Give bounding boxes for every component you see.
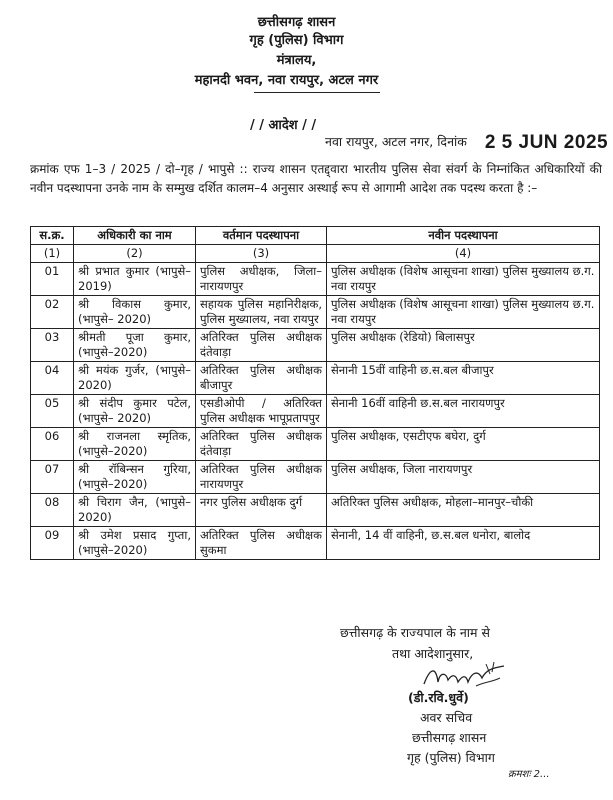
date-stamp: 2 5 JUN 2025 <box>484 132 609 153</box>
row-current-posting: सहायक पुलिस महानिरीक्षक, पुलिस मुख्यालय, नवा रायपुर <box>196 296 327 329</box>
posting-table <box>30 226 600 560</box>
signatory-govt: छत्तीसगढ़ शासन <box>412 730 487 745</box>
order-text: :: राज्य शासन एतद्द्वारा भारतीय पुलिस सेवा संवर्ग के निम्नांकित अधिकारियों की नवीन पदस्थापना उनके नाम के सम्मुख दर्शित कालम–4 अनुसार अस्थाई रूप से आगामी आदेश तक पदस्थ करता है :– <box>30 162 603 195</box>
row-officer-name: श्री विकास कुमार, (भापुसे– 2020) <box>74 296 196 329</box>
table-body <box>31 263 600 560</box>
table-row <box>31 461 600 494</box>
table-row <box>31 329 600 362</box>
row-sno: 09 <box>31 527 74 560</box>
col-header-new: नवीन पदस्थापना <box>327 227 600 245</box>
signature-line1: छत्तीसगढ़ के राज्यपाल के नाम से <box>340 625 490 640</box>
row-current-posting: अतिरिक्त पुलिस अधीक्षक दंतेवाड़ा <box>196 428 327 461</box>
row-new-posting: सेनानी, 14 वीं वाहिनी, छ.स.बल धनोरा, बालोद <box>327 527 600 560</box>
row-new-posting: सेनानी 16वीं वाहिनी छ.स.बल नारायणपुर <box>327 395 600 428</box>
signatory-designation: अवर सचिव <box>420 710 473 725</box>
row-current-posting: नगर पुलिस अधीक्षक दुर्ग <box>196 494 327 527</box>
row-new-posting: अतिरिक्त पुलिस अधीक्षक, मोहला–मानपुर–चौकी <box>327 494 600 527</box>
row-current-posting: अतिरिक्त पुलिस अधीक्षक सुकमा <box>196 527 327 560</box>
row-sno: 03 <box>31 329 74 362</box>
row-sno: 05 <box>31 395 74 428</box>
row-sno: 04 <box>31 362 74 395</box>
row-new-posting: पुलिस अधीक्षक (विशेष आसूचना शाखा) पुलिस मुख्यालय छ.ग. नवा रायपुर <box>327 296 600 329</box>
table-row <box>31 296 600 329</box>
row-new-posting: पुलिस अधीक्षक (रेडियो) बिलासपुर <box>327 329 600 362</box>
col-header-sno: स.क्र. <box>31 227 74 245</box>
place-date-label: नवा रायपुर, अटल नगर, दिनांक <box>325 134 467 149</box>
continued-note: क्रमशः 2... <box>508 769 550 780</box>
signature-line2: तथा आदेशानुसार, <box>392 646 474 661</box>
table-row <box>31 395 600 428</box>
order-title: / / आदेश / / <box>250 118 317 133</box>
order-paragraph <box>30 160 602 198</box>
row-officer-name: श्रीमती पूजा कुमार, (भापुसे–2020) <box>74 329 196 362</box>
row-current-posting: अतिरिक्त पुलिस अधीक्षक नारायणपुर <box>196 461 327 494</box>
row-current-posting: एसडीओपी / अतिरिक्त पुलिस अधीक्षक भापूप्रतापपुर <box>196 395 327 428</box>
table-row <box>31 494 600 527</box>
place-date <box>325 132 608 154</box>
signatory-name: (डी.रवि.धुर्वे) <box>408 690 469 705</box>
header-ministry: मंत्रालय, <box>276 53 317 68</box>
row-sno: 01 <box>31 263 74 296</box>
table-row <box>31 428 600 461</box>
table-row <box>31 263 600 296</box>
table-header-row <box>31 227 600 245</box>
row-officer-name: श्री उमेश प्रसाद गुप्ता, (भापुसे–2020) <box>74 527 196 560</box>
header-govt: छत्तीसगढ़ शासन <box>257 15 336 30</box>
col-number: (2) <box>74 245 196 263</box>
header-underline <box>254 92 380 93</box>
header-department: गृह (पुलिस) विभाग <box>249 33 344 48</box>
col-number: (4) <box>327 245 600 263</box>
row-new-posting: पुलिस अधीक्षक (विशेष आसूचना शाखा) पुलिस मुख्यालय छ.ग. नवा रायपुर <box>327 263 600 296</box>
header-address: महानदी भवन, नवा रायपुर, अटल नगर <box>194 73 379 88</box>
col-header-name: अधिकारी का नाम <box>74 227 196 245</box>
handwritten-signature <box>420 660 510 692</box>
table-row <box>31 527 600 560</box>
row-sno: 02 <box>31 296 74 329</box>
row-officer-name: श्री रॉबिन्सन गुरिया, (भापुसे–2020) <box>74 461 196 494</box>
row-new-posting: पुलिस अधीक्षक, एसटीएफ बघेरा, दुर्ग <box>327 428 600 461</box>
row-current-posting: अतिरिक्त पुलिस अधीक्षक बीजापुर <box>196 362 327 395</box>
row-officer-name: श्री प्रभात कुमार (भापुसे–2019) <box>74 263 196 296</box>
order-number: क्रमांक एफ 1–3 / 2025 / दो–गृह / भापुसे <box>30 162 235 176</box>
row-officer-name: श्री चिराग जैन, (भापुसे– 2020) <box>74 494 196 527</box>
col-number: (1) <box>31 245 74 263</box>
row-current-posting: पुलिस अधीक्षक, जिला–नारायणपुर <box>196 263 327 296</box>
row-sno: 06 <box>31 428 74 461</box>
row-sno: 07 <box>31 461 74 494</box>
signatory-department: गृह (पुलिस) विभाग <box>407 750 495 765</box>
row-officer-name: श्री राजनला स्मृतिक, (भापुसे–2020) <box>74 428 196 461</box>
row-officer-name: श्री मयंक गुर्जर, (भापुसे– 2020) <box>74 362 196 395</box>
table-colnum-row <box>31 245 600 263</box>
row-sno: 08 <box>31 494 74 527</box>
row-current-posting: अतिरिक्त पुलिस अधीक्षक दंतेवाड़ा <box>196 329 327 362</box>
row-new-posting: पुलिस अधीक्षक, जिला नारायणपुर <box>327 461 600 494</box>
row-officer-name: श्री संदीप कुमार पटेल, (भापुसे– 2020) <box>74 395 196 428</box>
table-row <box>31 362 600 395</box>
col-number: (3) <box>196 245 327 263</box>
row-new-posting: सेनानी 15वीं वाहिनी छ.स.बल बीजापुर <box>327 362 600 395</box>
col-header-current: वर्तमान पदस्थापना <box>196 227 327 245</box>
